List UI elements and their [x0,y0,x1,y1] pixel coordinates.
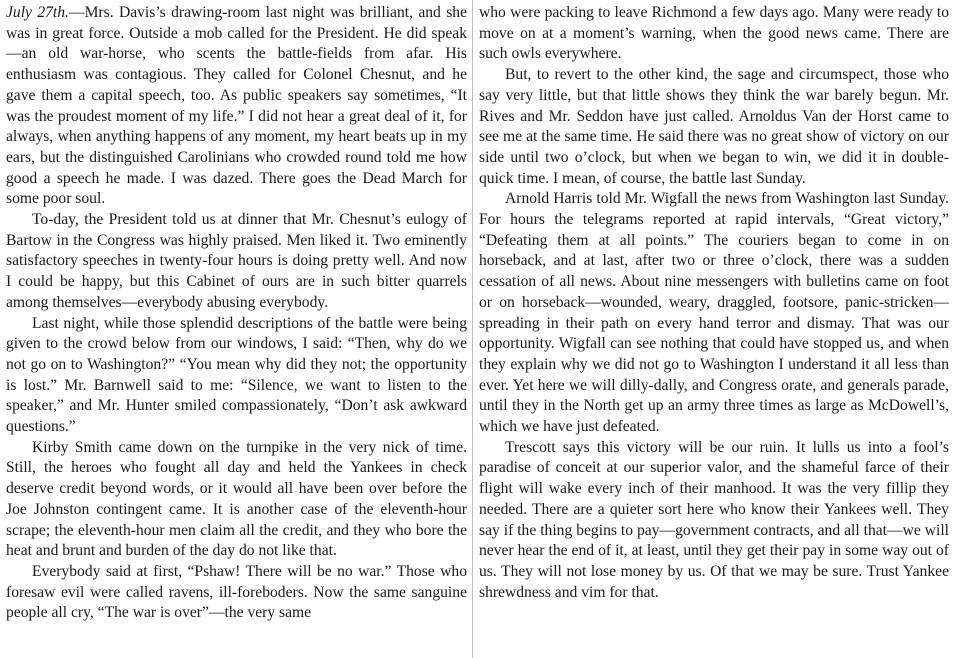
paragraph: Trescott says this victory will be our ruin. It lulls us into a fool’s paradise of conceit at our superior valor, and the shameful farce of their flight will wake every inch of their manhood. It was the very fillip they needed. There are a quieter sort here who know their Yankees well. They say if the thing begins to pay—government contracts, and all that—we will never hear the end of it, at least, until they get their pay in some way out of us. They will not lose money by us. Of that we may be sure. Trust Yankee shrewdness and vim for that. [479,438,949,601]
paragraph: To-day, the President told us at dinner that Mr. Chesnut’s eulogy of Bartow in the Congress was highly praised. Men liked it. Two eminently satisfactory speeches in twenty-four hours is doing pretty well. And now I could be happy, but this Cabinet of ours are in such bitter quarrels among themselves—everybody abusing everybody. [6,211,467,311]
paragraph: But, to revert to the other kind, the sage and circumspect, those who say very little, but that little shows they think the war barely begun. Mr. Rives and Mr. Seddon have just called. Arnoldus Van der Horst came to see me at the same time. He said there was no great show of victory on our side until two o’clock, but when we began to win, we did it in double-quick time. I mean, of course, the battle last Sunday. [479,66,949,187]
paragraph: Last night, while those splendid descriptions of the battle were being given to the crowd below from our windows, I said: “Then, why do we not go on to Washington?” “You mean why did they not; the opportunity is lost.” Mr. Barnwell said to me: “Silence, we want to listen to the speaker,” and Mr. Hunter smiled compassionately, “Don’t ask awkward questions.” [6,314,467,436]
paragraph: Arnold Harris told Mr. Wigfall the news from Washington last Sunday. For hours the telegrams reported at rapid intervals, “Great victory,” “Defeating them at all points.” The couriers began to come in on horseback, and at last, after two or three o’clock, there was a sudden cessation of all news. About nine messengers with bulletins came on foot or on horseback—wounded, weary, draggled, footsore, panic-stricken—spreading in their path on every hand terror and dismay. That was our opportunity. Wigfall can see nothing that could have stopped us, and when they explain why we did not go to Washington I understand it all less than ever. Yet here we will dilly-dally, and Congress orate, and generals parade, until they in the North get up an army three times as large as McDowell’s, which we have just defeated. [479,190,949,436]
paragraph: who were packing to leave Richmond a few days ago. Many were ready to move on at a moment’s warning, when the good news came. There are such owls everywhere. [479,4,949,63]
paragraph [6,3,467,210]
column-divider [472,0,473,658]
paragraph-text: —Mrs. Davis’s drawing-room last night was brilliant, and she was in great force. Outside a mob called for the President. He did speak—an old war-horse, who scents the battle-fields from afar. His enthusiasm was contagious. They called for Colonel Chesnut, and he gave them a capital speech, too. As public speakers say sometimes, “It was the proudest moment of my life.” I did not hear a great deal of it, for always, when anything happens of any moment, my heart beats up in my ears, but the distinguished Carolinians who crowded round told me how good a speech he made. I was dazed. There goes the Dead March for some poor soul. [6,4,468,208]
entry-dateline: July 27th. [6,4,69,21]
paragraph: Kirby Smith came down on the turnpike in the very nick of time. Still, the heroes who fought all day and held the Yankees in check deserve credit beyond words, or it would all have been over before the Joe Johnston contingent came. It is another case of the eleventh-hour scrape; the eleventh-hour men claim all the credit, and they who bore the heat and brunt and burden of the day do not like that. [6,438,467,560]
right-column [479,3,949,603]
left-column [6,3,467,624]
paragraph: Everybody said at first, “Pshaw! There will be no war.” Those who foresaw evil were called ravens, ill-foreboders. Now the same sanguine people all cry, “The war is over”—the very same [6,562,467,622]
